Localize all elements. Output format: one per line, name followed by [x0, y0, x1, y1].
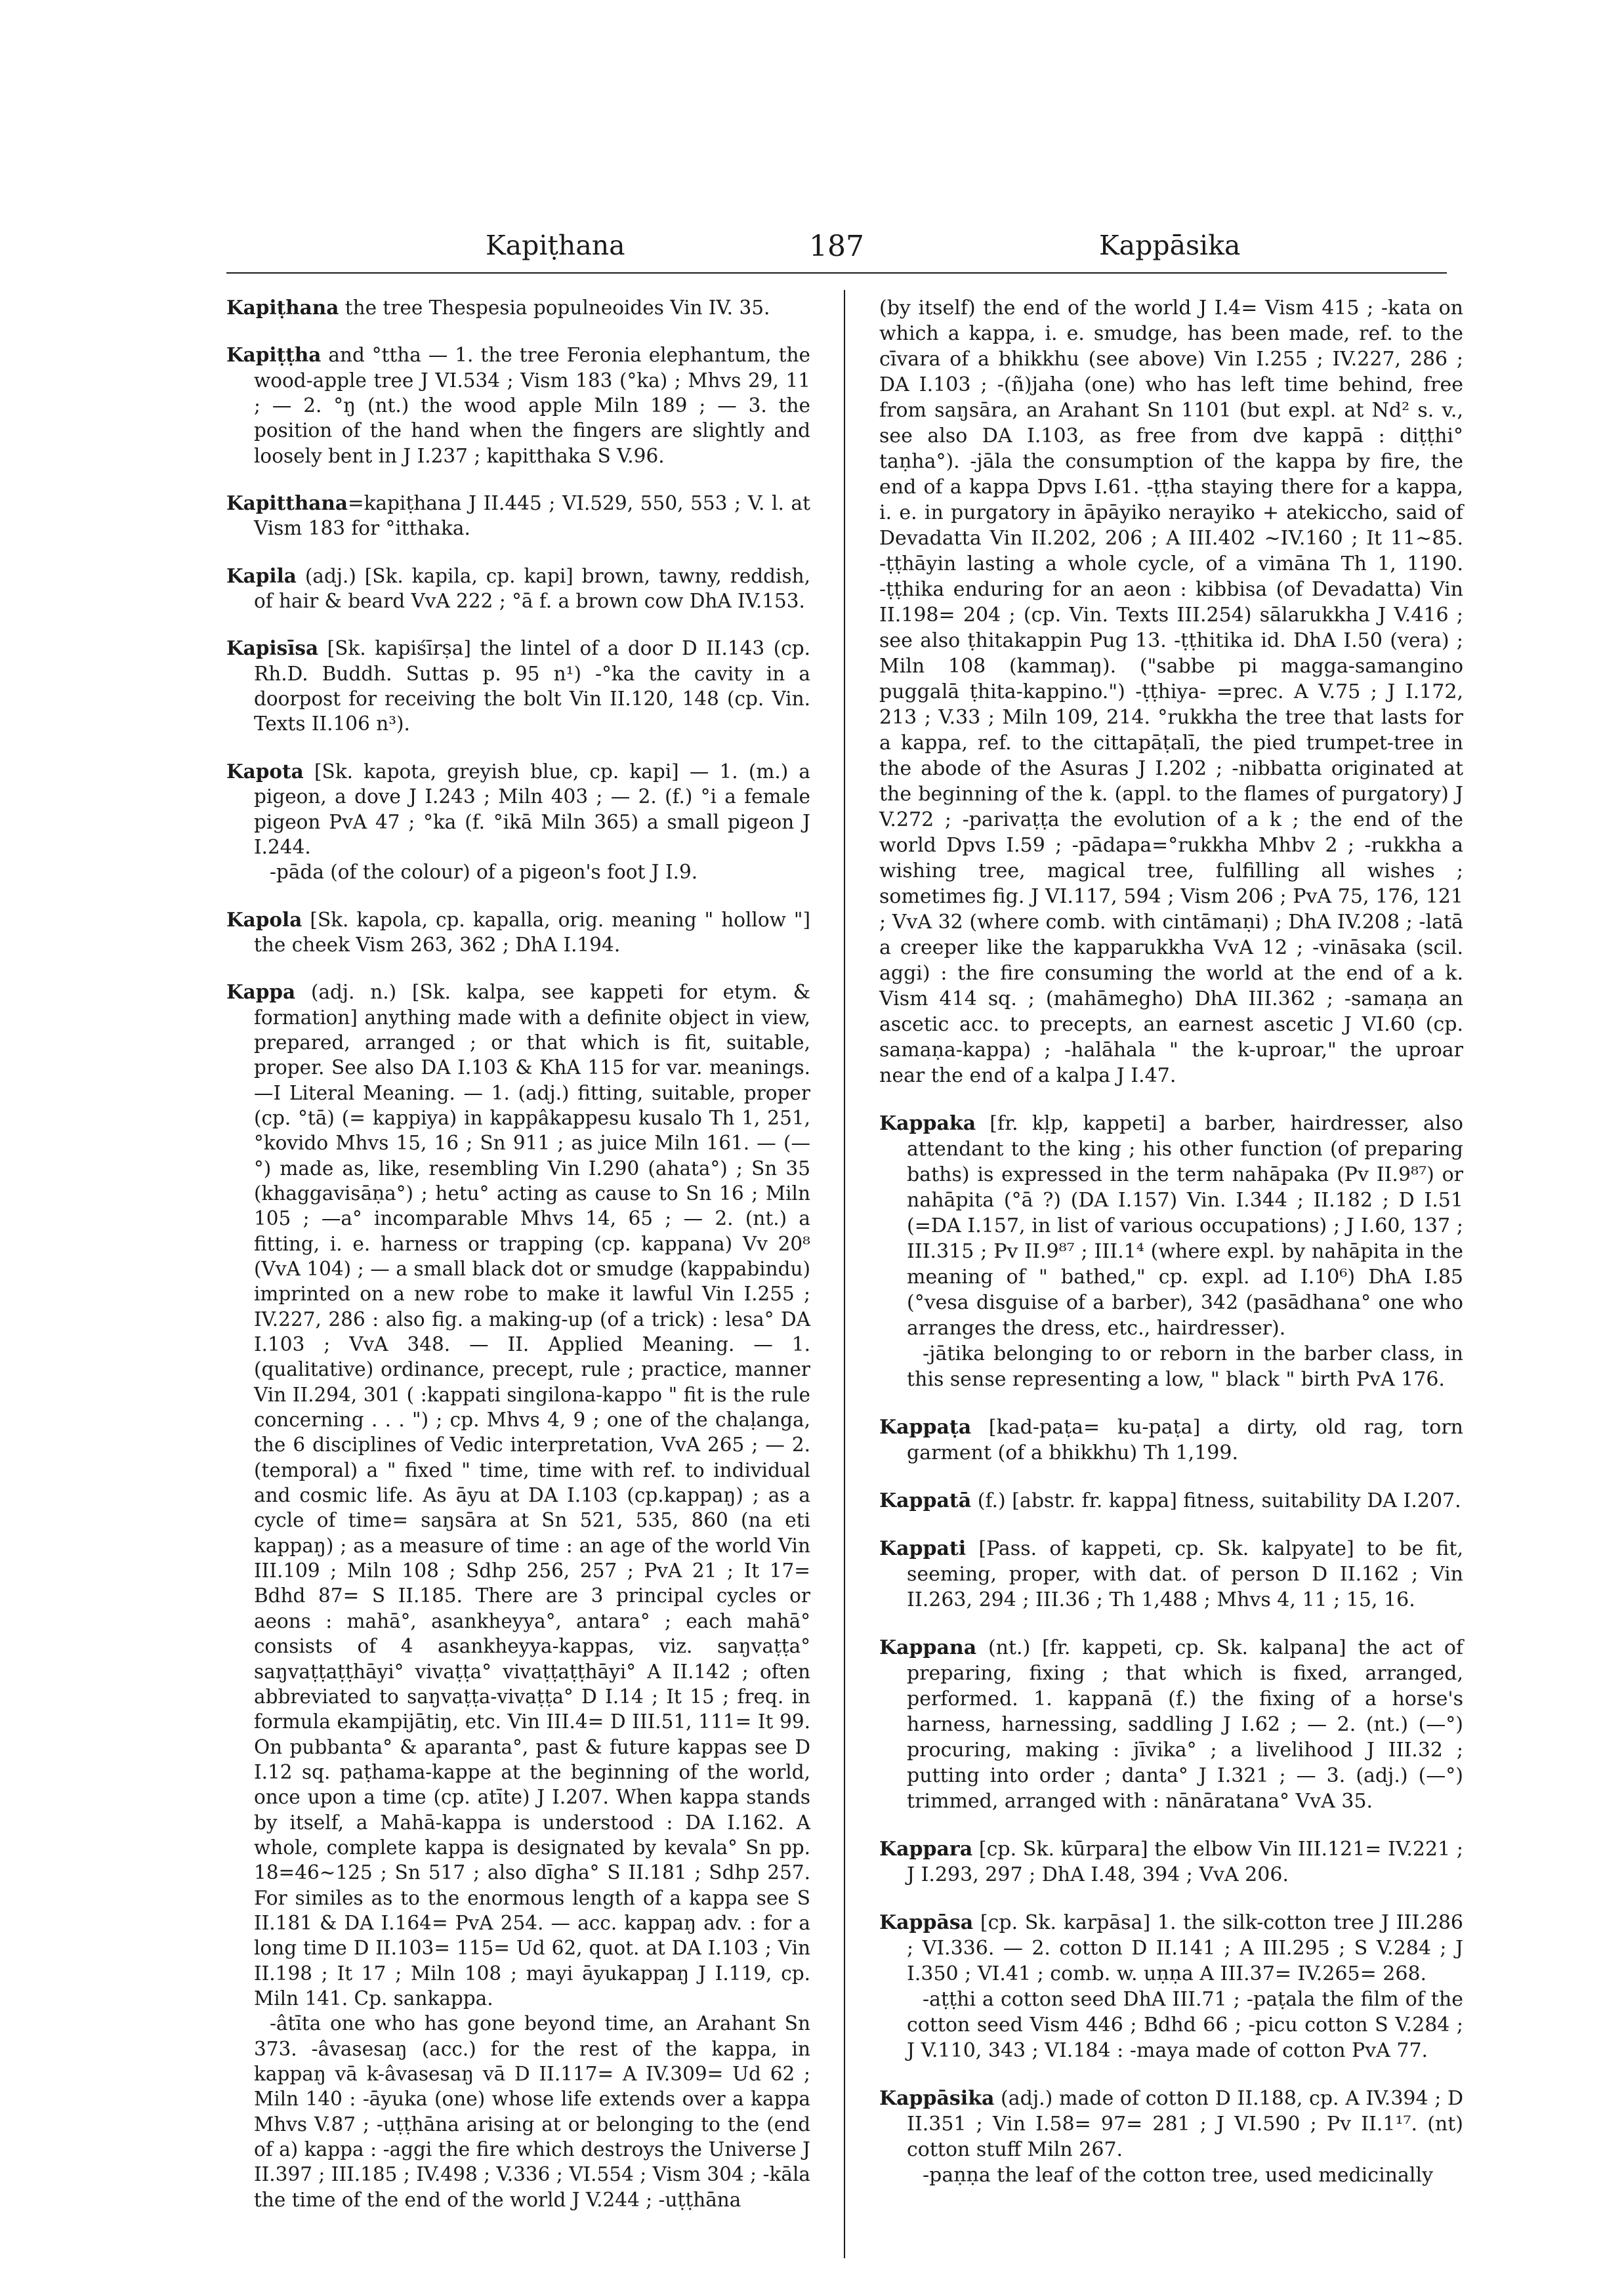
entry-definition: [Sk. kapola, cp. kapalla, orig. meaning " hollow "] the cheek Vism 263, 362 ; DhA I.194. — [254, 908, 810, 956]
entry-definition: the tree Thespesia populneoides Vin IV. 35. — [339, 297, 770, 319]
entry-definition: [Sk. kapiśīrṣa] the lintel of a door D II.143 (cp. Rh.D. Buddh. Suttas p. 95 n¹) -°ka the cavity in a doorpost for receiving the bolt Vin II.120, 148 (cp. Vin. Texts II.106 n³). — [254, 637, 810, 735]
page-header — [226, 230, 1447, 276]
right-running-head: Kappāsika — [1099, 230, 1241, 261]
entry-definition: (adj. n.) [Sk. kalpa, see kappeti for etym. & formation] anything made with a definite object in view, prepared, arranged ; or that which is fit, suitable, proper. See also DA I.103 & KhA 115 for var. meanings. —I Literal Meaning. — 1. (adj.) fitting, suitable, proper (cp. °tā) (= kappiya) in kappâkappesu kusalo Th 1, 251, °kovido Mhvs 15, 16 ; Sn 911 ; as juice Miln 161. — (—°) made as, like, resembling Vin I.290 (ahata°) ; Sn 35 (khaggavisāṇa°) ; hetu° acting as cause to Sn 16 ; Miln 105 ; —a° incomparable Mhvs 14, 65 ; — 2. (nt.) a fitting, i. e. harness or trapping (cp. kappana) Vv 20⁸ (VvA 104) ; — a small black dot or smudge (kappabindu) imprinted on a new robe to make it lawful Vin I.255 ; IV.227, 286 : also fig. a making-up (of a trick) : lesa° DA I.103 ; VvA 348. — II. Applied Meaning. — 1. (qualitative) ordinance, precept, rule ; practice, manner Vin II.294, 301 ( :kappati singilona-kappo " fit is the rule concerning . . . ") ; cp. Mhvs 4, 9 ; one of the chaḷanga, the 6 disciplines of Vedic interpretation, VvA 265 ; — 2. (temporal) a " fixed " time, time with ref. to individual and cosmic life. As āyu at DA I.103 (cp.kappaŋ) ; as a cycle of time= saŋsāra at Sn 521, 535, 860 (na eti kappaŋ) ; as a measure of time : an age of the world Vin III.109 ; Miln 108 ; Sdhp 256, 257 ; PvA 21 ; It 17= Bdhd 87= S II.185. There are 3 principal cycles or aeons : mahā°, asankheyya°, antara° ; each mahā° consists of 4 asankheyya-kappas, viz. saŋvaṭṭa° saŋvaṭṭaṭṭhāyi° vivaṭṭa° vivaṭṭaṭṭhāyi° A II.142 ; often abbreviated to saŋvaṭṭa-vivaṭṭa° D I.14 ; It 15 ; freq. in formula ekampijātiŋ, etc. Vin III.4= D III.51, 111= It 99. On pubbanta° & aparanta°, past & future kappas see D I.12 sq. paṭhama-kappe at the beginning of the world, once upon a time (cp. atīte) J I.207. When kappa stands by itself, a Mahā-kappa is understood : DA I.162. A whole, complete kappa is designated by kevala° Sn pp. 18=46~125 ; Sn 517 ; also dīgha° S II.181 ; Sdhp 257. For similes as to the enormous length of a kappa see S II.181 & DA I.164= PvA 254. — acc. kappaŋ adv. : for a long time D II.103= 115= Ud 62, quot. at DA I.103 ; Vin II.198 ; It 17 ; Miln 108 ; mayi āyukappaŋ J I.119, cp. Miln 141. Cp. sankappa. — [254, 981, 810, 2010]
entry-definition: (adj.) [Sk. kapila, cp. kapi] brown, tawny, reddish, of hair & beard VvA 222 ; °ā f. a brown cow DhA IV.153. — [254, 564, 810, 613]
dictionary-entry — [226, 907, 810, 958]
entry-definition: (adj.) made of cotton D II.188, cp. A IV.394 ; D II.351 ; Vin I.58= 97= 281 ; J VI.590 ; Pv II.1¹⁷. (nt) cotton stuff Miln 267. — [907, 2087, 1463, 2161]
dictionary-entry — [226, 980, 810, 2212]
dictionary-entry — [879, 295, 1463, 1088]
entry-compounds: -âtīta one who has gone beyond time, an Arahant Sn 373. -âvasesaŋ (acc.) for the rest of the kappa, in kappaŋ vā k-âvasesaŋ vā D II.117= A IV.309= Ud 62 ; Miln 140 : -āyuka (one) whose life extends over a kappa Mhvs V.87 ; -uṭṭhāna arising at or belonging to the (end of a) kappa : -aggi the fire which destroys the Universe J II.397 ; III.185 ; IV.498 ; V.336 ; VI.554 ; Vism 304 ; -kāla the time of the end of the world J V.244 ; -uṭṭhāna — [254, 2012, 810, 2211]
entry-headword: Kapila — [226, 564, 297, 587]
entry-definition: =kapiṭhana J II.445 ; VI.529, 550, 553 ; V. l. at Vism 183 for °itthaka. — [254, 492, 810, 540]
entry-headword: Kappāsika — [879, 2087, 995, 2110]
left-running-head: Kapiṭhana — [486, 230, 625, 261]
dictionary-entry — [879, 1536, 1463, 1613]
dictionary-entry — [879, 1836, 1463, 1888]
entry-headword: Kappaka — [879, 1112, 976, 1135]
entry-headword: Kapola — [226, 907, 302, 931]
entry-headword: Kapisīsa — [226, 636, 319, 660]
entry-headword: Kappati — [879, 1537, 967, 1560]
entry-definition: (nt.) [fr. kappeti, cp. Sk. kalpana] the act of preparing, fixing ; that which is fixed, arranged, performed. 1. kappanā (f.) the fixing of a horse's harness, harnessing, saddling J I.62 ; — 2. (nt.) (—°) procuring, making : jīvika° ; a livelihood J III.32 ; putting into order ; danta° J I.321 ; — 3. (adj.) (—°) trimmed, arranged with : nānāratana° VvA 35. — [907, 1636, 1463, 1813]
entry-definition: and °ttha — 1. the tree Feronia elephantum, the wood-apple tree J VI.534 ; Vism 183 (°ka) ; Mhvs 29, 11 ; — 2. °ŋ (nt.) the wood apple Miln 189 ; — 3. the position of the hand when the fingers are slightly and loosely bent in J I.237 ; kapitthaka S V.96. — [254, 344, 810, 467]
right-column — [879, 295, 1463, 2210]
entry-compounds: -jātika belonging to or reborn in the barber class, in this sense representing a low, " black " birth PvA 176. — [907, 1342, 1463, 1391]
entry-definition: [Pass. of kappeti, cp. Sk. kalpyate] to be fit, seeming, proper, with dat. of person D II.162 ; Vin II.263, 294 ; III.36 ; Th 1,488 ; Mhvs 4, 11 ; 15, 16. — [907, 1537, 1463, 1611]
entry-headword: Kapitthana — [226, 491, 348, 515]
entry-compounds: -paṇṇa the leaf of the cotton tree, used medicinally — [923, 2164, 1434, 2187]
entry-headword: Kappāsa — [879, 1911, 974, 1934]
entry-definition: [cp. Sk. kūrpara] the elbow Vin III.121= IV.221 ; J I.293, 297 ; DhA I.48, 394 ; VvA 206. — [907, 1838, 1463, 1886]
dictionary-entry — [226, 636, 810, 736]
dictionary-entry — [226, 564, 810, 614]
entry-headword: Kappaṭa — [879, 1416, 972, 1439]
entry-compounds: -pāda (of the colour) of a pigeon's foot J I.9. — [270, 861, 698, 884]
entry-headword: Kappana — [879, 1636, 977, 1659]
entry-headword: Kappara — [879, 1838, 973, 1861]
dictionary-entry — [226, 759, 810, 885]
dictionary-entry — [226, 342, 810, 468]
entry-headword: Kapota — [226, 759, 304, 783]
dictionary-entry — [879, 1488, 1463, 1514]
entry-definition: [Sk. kapota, greyish blue, cp. kapi] — 1. (m.) a pigeon, a dove J I.243 ; Miln 403 ; — 2. (f.) °i a female pigeon PvA 47 ; °ka (f. °ikā Miln 365) a small pigeon J I.244. — [254, 760, 810, 858]
dictionary-entry — [879, 2086, 1463, 2188]
entry-headword: Kappatā — [879, 1489, 972, 1512]
page-number: 187 — [809, 230, 864, 263]
entry-definition: [cp. Sk. karpāsa] 1. the silk-cotton tree J III.286 ; VI.336. — 2. cotton D II.141 ; A III.295 ; S V.284 ; J I.350 ; VI.41 ; comb. w. uṇṇa A III.37= IV.265= 268. — [907, 1911, 1463, 1985]
entry-definition: (by itself) the end of the world J I.4= Vism 415 ; -kata on which a kappa, i. e. smudge, has been made, ref. to the cīvara of a bhikkhu (see above) Vin I.255 ; IV.227, 286 ; DA I.103 ; -(ñ)jaha (one) who has left time behind, free from saŋsāra, an Arahant Sn 1101 (but expl. at Nd² s. v., see also DA I.103, as free from dve kappā : diṭṭhi° taṇha°). -jāla the consumption of the kappa by fire, the end of a kappa Dpvs I.61. -ṭṭha staying there for a kappa, i. e. in purgatory in āpāyiko nerayiko + atekiccho, said of Devadatta Vin II.202, 206 ; A III.402 ~IV.160 ; It 11~85. -ṭṭhāyin lasting a whole cycle, of a vimāna Th 1, 1190. -ṭṭhika enduring for an aeon : kibbisa (of Devadatta) Vin II.198= 204 ; (cp. Vin. Texts III.254) sālarukkha J V.416 ; see also ṭhitakappin Pug 13. -ṭṭhitika id. DhA I.50 (vera) ; Miln 108 (kammaŋ). ("sabbe pi magga-samangino puggalā ṭhita-kappino.") -ṭṭhiya- =prec. A V.75 ; J I.172, 213 ; V.33 ; Miln 109, 214. °rukkha the tree that lasts for a kappa, ref. to the cittapāṭalī, the pied trumpet-tree in the abode of the Asuras J I.202 ; -nibbatta originated at the beginning of the k. (appl. to the flames of purgatory) J V.272 ; -parivaṭṭa the evolution of a k ; the end of the world Dpvs I.59 ; -pādapa=°rukkha Mhbv 2 ; -rukkha a wishing tree, magical tree, fulfilling all wishes ; sometimes fig. J VI.117, 594 ; Vism 206 ; PvA 75, 176, 121 ; VvA 32 (where comb. with cintāmaṇi) ; DhA IV.208 ; -latā a creeper like the kapparukkha VvA 12 ; -vināsaka (scil. aggi) : the fire consuming the world at the end of a k. Vism 414 sq. ; (mahāmegho) DhA III.362 ; -samaṇa an ascetic acc. to precepts, an earnest ascetic J VI.60 (cp. samaṇa-kappa) ; -halāhala " the k-uproar," the uproar near the end of a kalpa J I.47. — [879, 297, 1463, 1087]
entry-headword: Kappa — [226, 980, 296, 1004]
entry-definition: [fr. kḷp, kappeti] a barber, hairdresser, also attendant to the king ; his other function (of preparing baths) is expressed in the term nahāpaka (Pv II.9⁸⁷) or nahāpita (°ā ?) (DA I.157) Vin. I.344 ; II.182 ; D I.51 (=DA I.157, in list of various occupations) ; J I.60, 137 ; III.315 ; Pv II.9⁸⁷ ; III.1⁴ (where expl. by nahāpita in the meaning of " bathed," cp. expl. ad I.10⁶) DhA I.85 (°vesa disguise of a barber), 342 (pasādhana° one who arranges the dress, etc., hairdresser). — [907, 1112, 1463, 1340]
entry-compounds: -aṭṭhi a cotton seed DhA III.71 ; -paṭala the film of the cotton seed Vism 446 ; Bdhd 66 ; -picu cotton S V.284 ; J V.110, 343 ; VI.184 : -maya made of cotton PvA 77. — [907, 1988, 1463, 2062]
header-rule — [226, 272, 1447, 274]
column-divider — [844, 290, 845, 2258]
dictionary-entry — [879, 1910, 1463, 2063]
left-column — [226, 295, 810, 2235]
entry-definition: [kad-paṭa= ku-paṭa] a dirty, old rag, torn garment (of a bhikkhu) Th 1,199. — [907, 1416, 1463, 1464]
entry-definition: (f.) [abstr. fr. kappa] fitness, suitability DA I.207. — [971, 1489, 1461, 1512]
dictionary-entry — [226, 491, 810, 541]
entry-headword: Kapiṭhana — [226, 296, 339, 319]
dictionary-entry — [879, 1635, 1463, 1814]
dictionary-entry — [226, 295, 810, 320]
entry-headword: Kapiṭṭha — [226, 343, 322, 367]
dictionary-entry — [879, 1415, 1463, 1466]
dictionary-entry — [879, 1111, 1463, 1392]
